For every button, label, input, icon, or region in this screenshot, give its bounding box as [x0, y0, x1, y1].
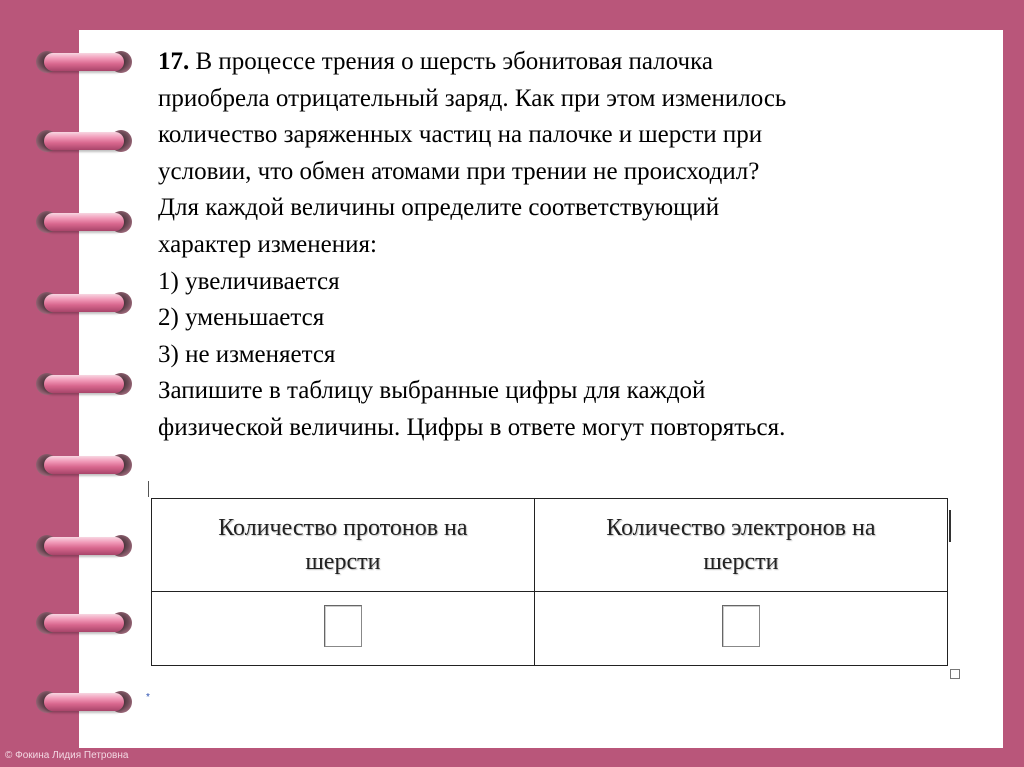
binder-ring — [36, 208, 132, 236]
header-protons: Количество протонов на шерсти — [152, 499, 535, 592]
answer-cell-protons — [152, 592, 535, 666]
binder-ring — [36, 451, 132, 479]
binder-ring — [36, 532, 132, 560]
binder-ring — [36, 289, 132, 317]
answer-table-input-row — [152, 592, 948, 666]
answer-table-header-row — [152, 499, 948, 592]
option-3: 3) не изменяется — [158, 340, 336, 368]
bullet-marker: * — [146, 692, 150, 703]
answer-box-electrons[interactable] — [722, 605, 760, 647]
task-line: приобрела отрицательный заряд. Как при этом изменилось — [158, 84, 787, 112]
resize-handle[interactable] — [950, 669, 960, 679]
binder-ring — [36, 127, 132, 155]
binder-ring — [36, 609, 132, 637]
task-line: физической величины. Цифры в ответе могут повторяться. — [158, 413, 786, 441]
task-line: 17. В процессе трения о шерсть эбонитовая палочка — [158, 48, 713, 75]
task-line: количество заряженных частиц на палочке и шерсти при — [158, 121, 763, 149]
binder-ring — [36, 48, 132, 76]
task-number: 17. — [158, 48, 190, 75]
answer-box-protons[interactable] — [324, 605, 362, 647]
cursor-mark — [148, 481, 149, 497]
resize-edge — [949, 510, 951, 542]
binder-ring — [36, 688, 132, 716]
task-line: Запишите в таблицу выбранные цифры для каждой — [158, 377, 706, 405]
option-2: 2) уменьшается — [158, 304, 325, 332]
option-1: 1) увеличивается — [158, 267, 340, 295]
header-electrons: Количество электронов на шерсти — [534, 499, 947, 592]
answer-table — [151, 498, 948, 666]
task-text — [158, 44, 978, 447]
task-line: условии, что обмен атомами при трении не происходил? — [158, 157, 760, 185]
binder-ring — [36, 370, 132, 398]
answer-cell-electrons — [534, 592, 947, 666]
copyright-text: © Фокина Лидия Петровна — [5, 750, 129, 761]
task-line: характер изменения: — [158, 230, 377, 258]
task-line: Для каждой величины определите соответствующий — [158, 194, 720, 222]
